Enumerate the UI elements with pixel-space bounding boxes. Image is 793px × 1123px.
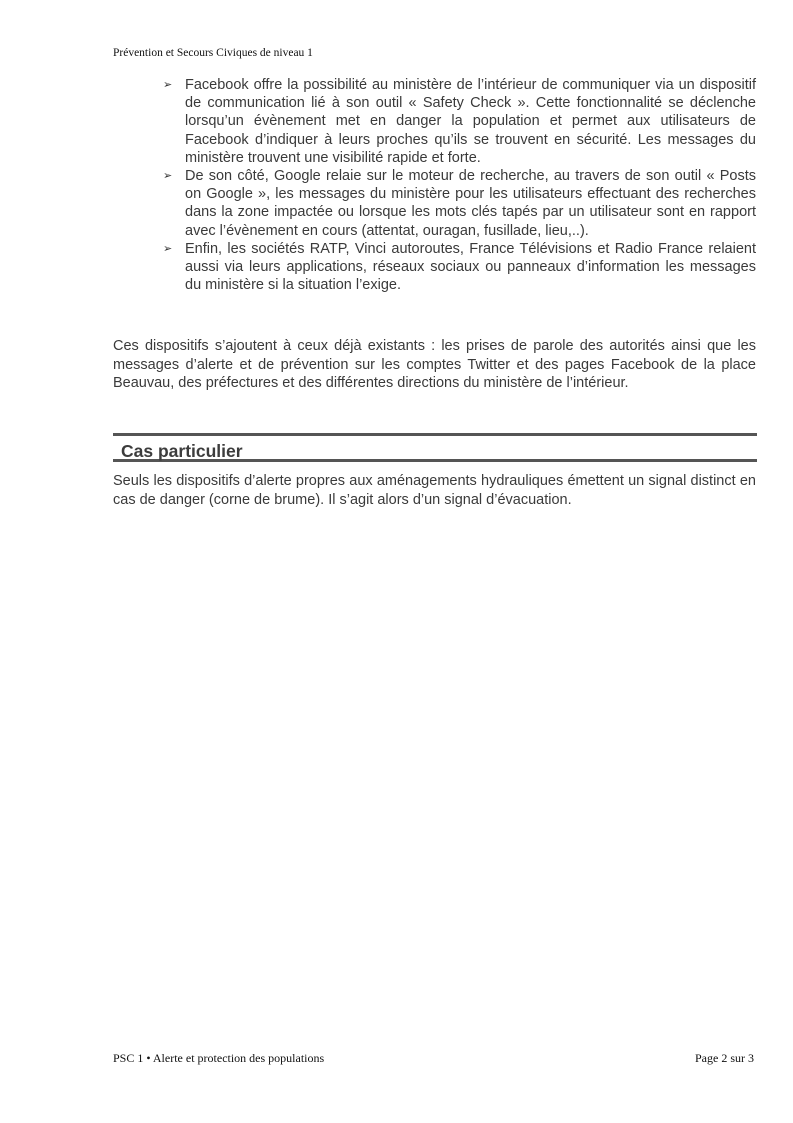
list-item-text: Enfin, les sociétés RATP, Vinci autoroutes, France Télévisions et Radio France relaient aussi via leurs applications, réseaux sociaux ou panneaux d’information les messages du ministère si la situation l’exige. bbox=[185, 240, 756, 294]
list-item-text: Facebook offre la possibilité au ministère de l’intérieur de communiquer via un dispositif de communication lié à son outil « Safety Check ». Cette fonctionnalité se déclenche lorsqu’un évènement met en danger la population et permet aux utilisateurs de Facebook d’indiquer à leurs proches qu’ils se trouvent en sécurité. Les messages du ministère trouvent une visibilité rapide et forte. bbox=[185, 77, 756, 166]
arrow-bullet-icon: ➢ bbox=[163, 242, 173, 255]
footer-left-text: PSC 1 • Alerte et protection des populations bbox=[113, 1051, 325, 1065]
page-header-title: Prévention et Secours Civiques de niveau 1 bbox=[113, 47, 313, 59]
section-body-paragraph: Seuls les dispositifs d’alerte propres aux aménagements hydrauliques émettent un signal distinct en cas de danger (corne de brume). Il s’agit alors d’un signal d’évacuation. bbox=[113, 473, 756, 508]
list-item-google bbox=[163, 167, 756, 240]
list-item-facebook bbox=[163, 76, 756, 167]
bullet-list bbox=[163, 76, 756, 294]
page-number: Page 2 sur 3 bbox=[695, 1051, 754, 1065]
arrow-bullet-icon: ➢ bbox=[163, 79, 173, 91]
section-title: Cas particulier bbox=[121, 441, 243, 461]
list-item-text: De son côté, Google relaie sur le moteur de recherche, au travers de son outil « Posts on Google », les messages du ministère pour les utilisateurs effectuant des recherches dans la zone impactée ou lorsque les mots clés tapés par un utilisateur sont en rapport avec l’évènement en cours (attentat, ouragan, fusillade, lieu,..). bbox=[185, 168, 756, 239]
arrow-bullet-icon: ➢ bbox=[163, 170, 173, 183]
body-paragraph: Ces dispositifs s’ajoutent à ceux déjà existants : les prises de parole des autorités ainsi que les messages d’alerte et de prévention sur les comptes Twitter et des pages Facebook de la place Beauvau, des préfectures et des différentes directions du ministère de l’intérieur. bbox=[113, 338, 756, 391]
list-item-ratp bbox=[163, 240, 756, 295]
section-heading-box bbox=[113, 433, 757, 462]
